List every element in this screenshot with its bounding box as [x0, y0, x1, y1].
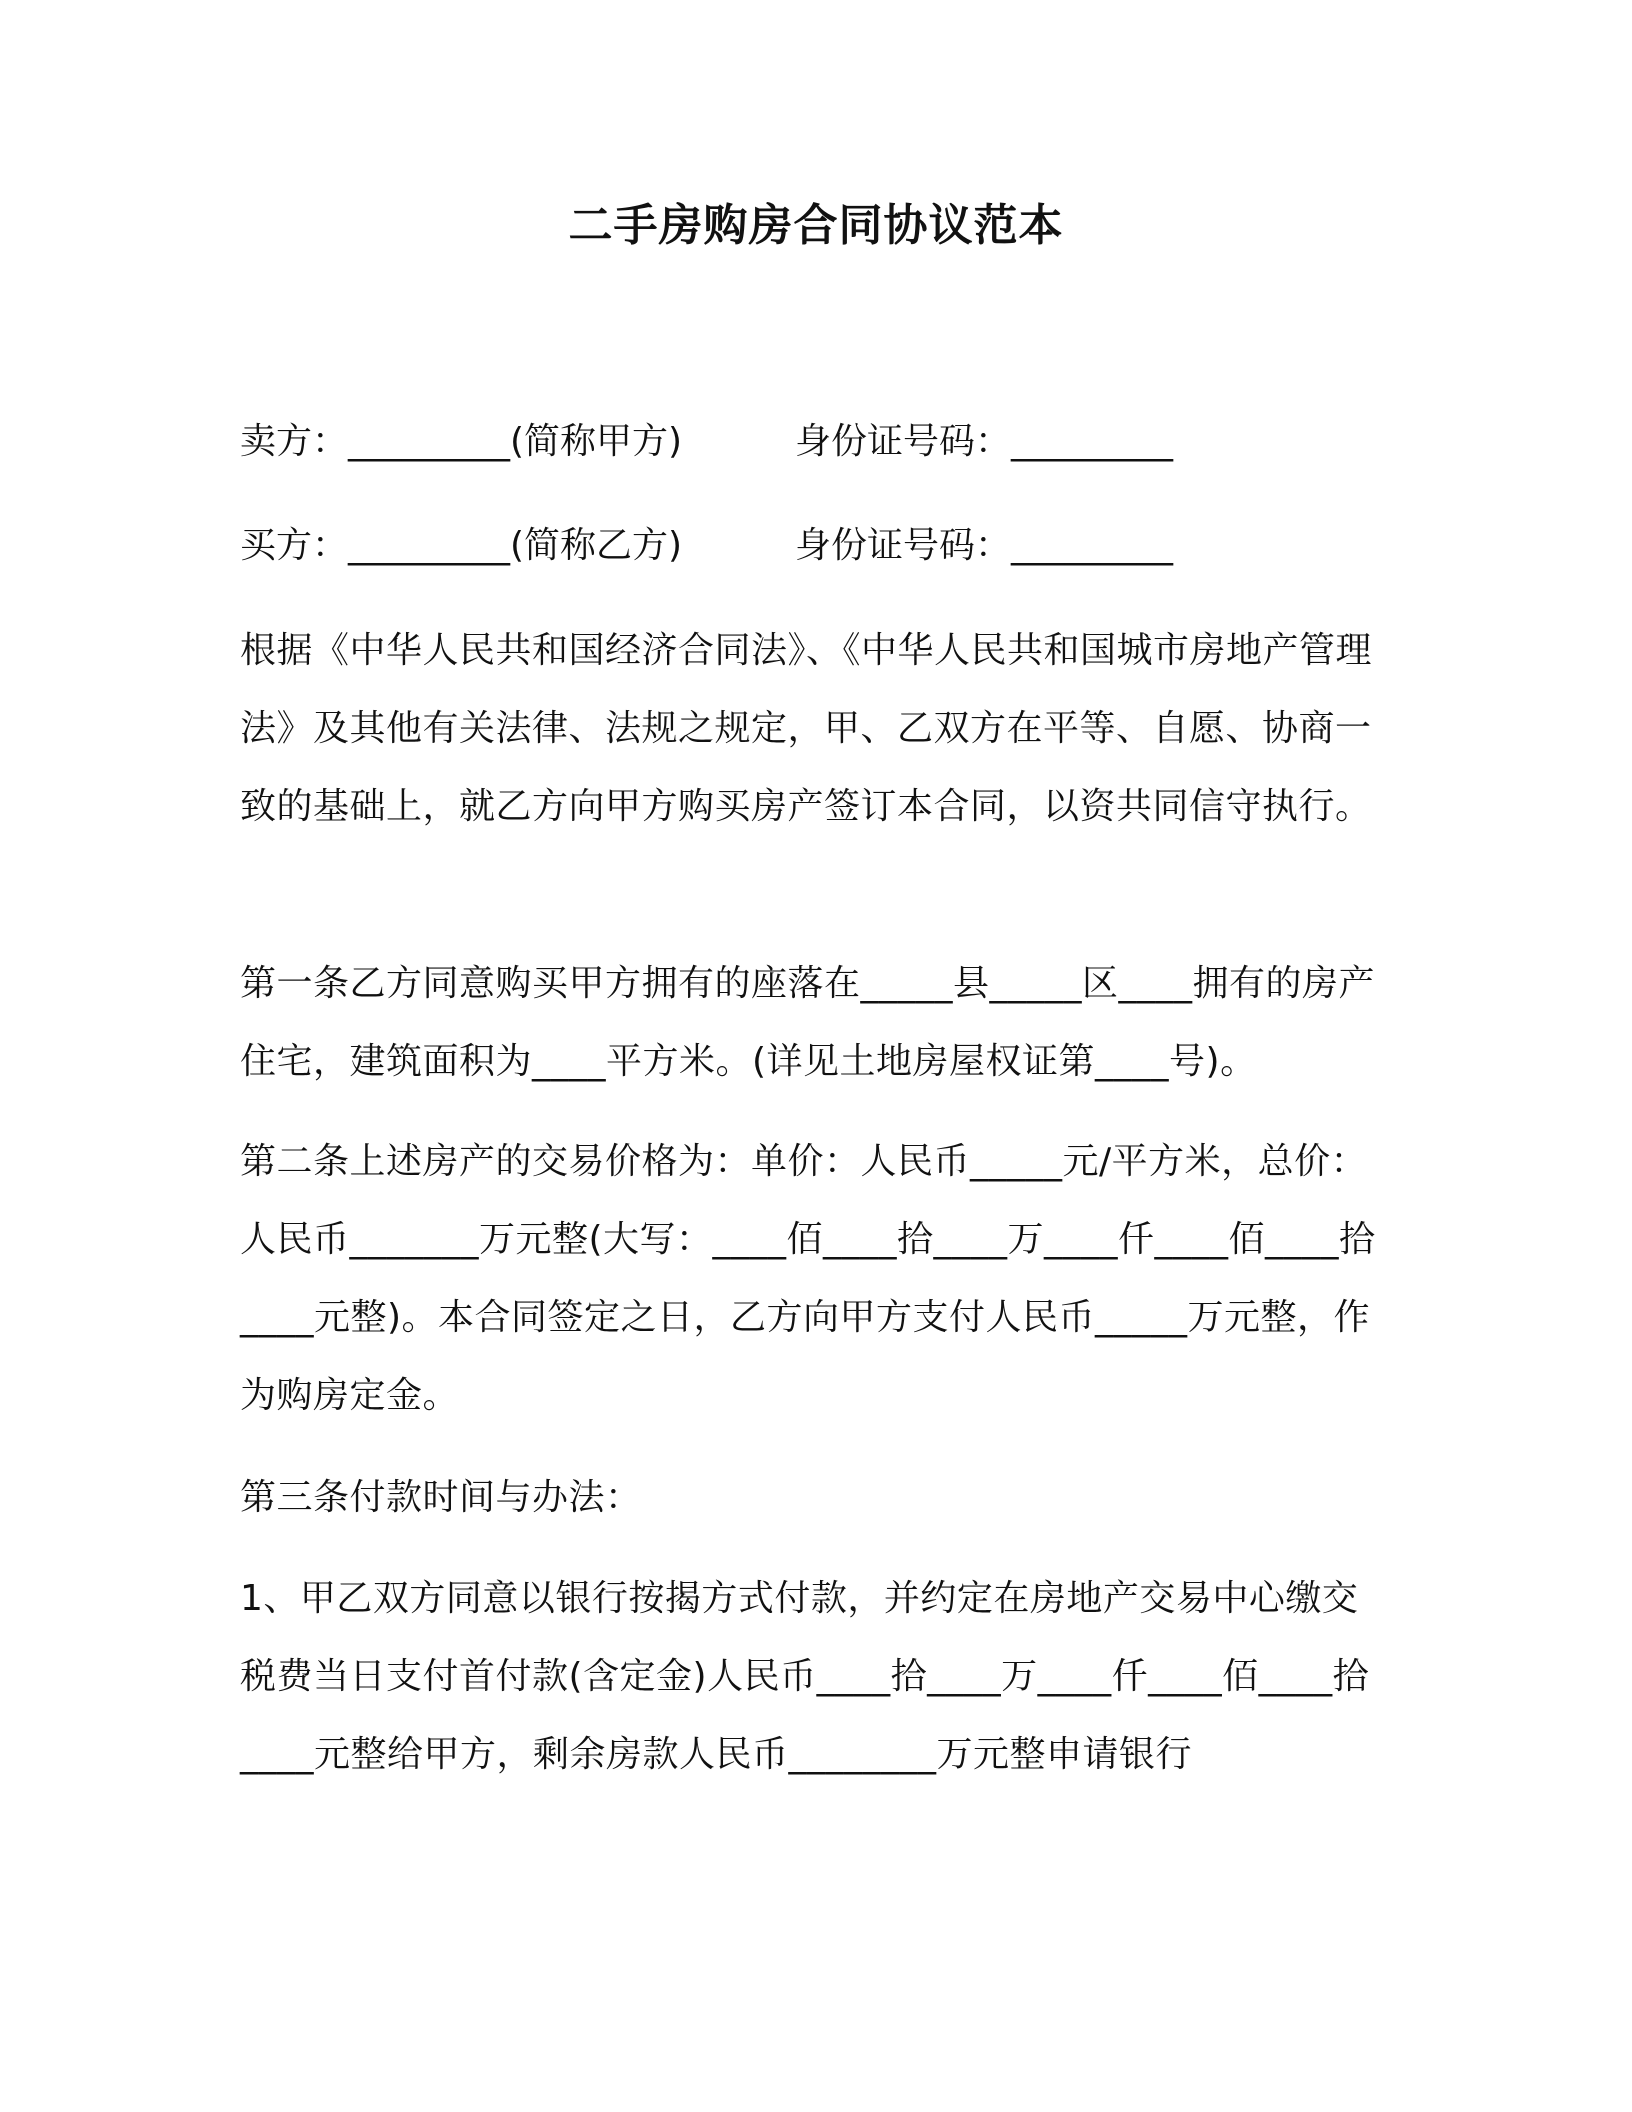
article-1-paragraph: 第一条乙方同意购买甲方拥有的座落在_____县_____区____拥有的房产住宅，建筑面积为____平方米。(详见土地房屋权证第____号)。: [240, 963, 1376, 1082]
article-3-heading: 第三条付款时间与办法：: [240, 1477, 642, 1518]
document-title: 二手房购房合同协议范本: [568, 200, 1064, 251]
buyer-label: 买方：_________(简称乙方): [240, 525, 683, 566]
seller-label: 卖方：_________(简称甲方): [240, 421, 683, 462]
article-3-item-1: 1、甲乙双方同意以银行按揭方式付款，并约定在房地产交易中心缴交税费当日支付首付款(含定金)人民币____拾____万____仟____佰____拾____元整给甲方，剩余房款人民币________万元整申请银行: [240, 1578, 1370, 1775]
article-2-paragraph: 第二条上述房产的交易价格为：单价：人民币_____元/平方米，总价：人民币_______万元整(大写：____佰____拾____万____仟____佰____拾____元整)。本合同签定之日，乙方向甲方支付人民币_____万元整，作为购房定金。: [240, 1141, 1376, 1416]
seller-id-label: 身份证号码：_________: [795, 421, 1174, 462]
buyer-id-label: 身份证号码：_________: [795, 525, 1174, 566]
preamble-paragraph: 根据《中华人民共和国经济合同法》、《中华人民共和国城市房地产管理法》及其他有关法律、法规之规定，甲、乙双方在平等、自愿、协商一致的基础上，就乙方向甲方购买房产签订本合同，以资共同信守执行。: [240, 630, 1373, 827]
